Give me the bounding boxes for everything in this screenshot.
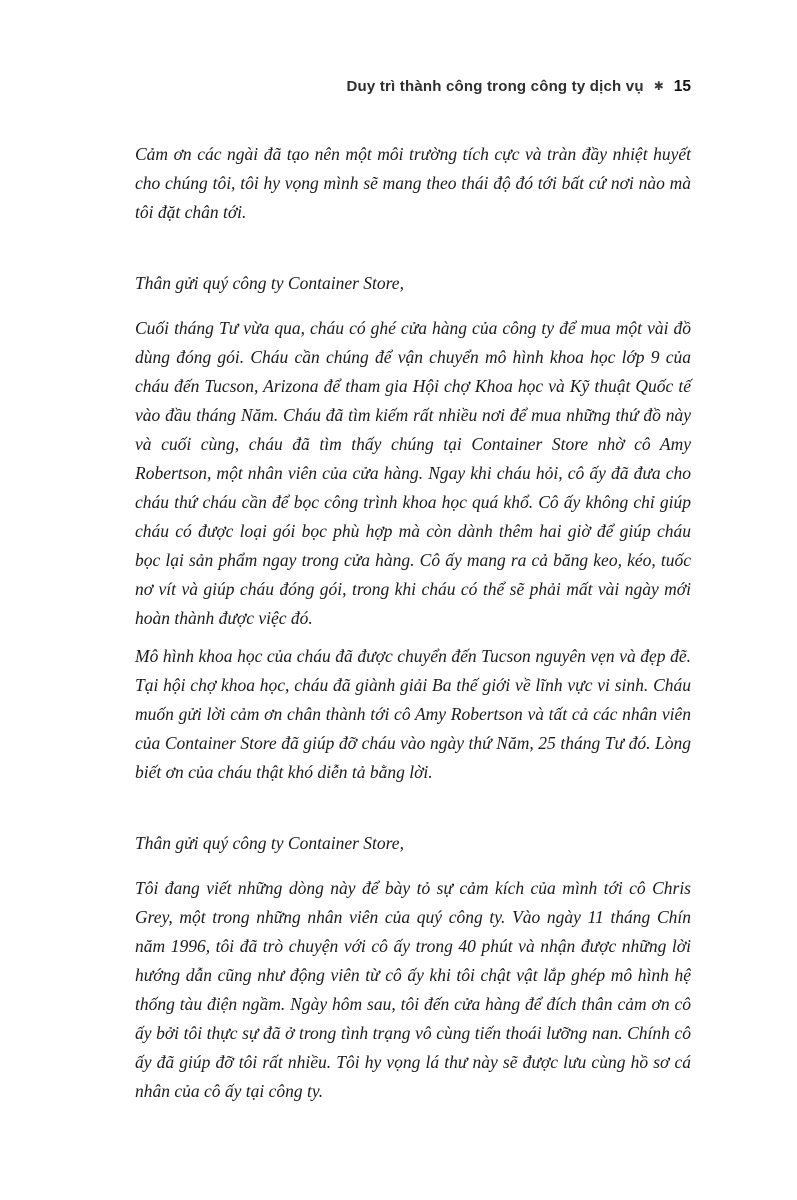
- letter-salutation: Thân gửi quý công ty Container Store,: [135, 833, 404, 853]
- letter-body: [135, 140, 691, 1106]
- running-header-title: Duy trì thành công trong công ty dịch vụ: [346, 78, 644, 95]
- letter-salutation: Thân gửi quý công ty Container Store,: [135, 273, 404, 293]
- letter-paragraph: Tôi đang viết những dòng này để bày tỏ sự cảm kích của mình tới cô Chris Grey, một trong những nhân viên của quý công ty. Vào ngày 11 tháng Chín năm 1996, tôi đã trò chuyện với cô ấy trong 40 phút và nhận được những lời hướng dẫn cũng như động viên từ cô ấy khi tôi chật vật lắp ghép mô hình hệ thống tàu điện ngầm. Ngày hôm sau, tôi đến cửa hàng để đích thân cảm ơn cô ấy bởi tôi thực sự đã ở trong tình trạng vô cùng tiến thoái lưỡng nan. Chính cô ấy đã giúp đỡ tôi rất nhiều. Tôi hy vọng lá thư này sẽ được lưu cùng hồ sơ cá nhân của cô ấy tại công ty.: [135, 878, 691, 1101]
- running-header: [135, 78, 691, 96]
- asterisk-ornament-icon: ✱: [653, 79, 664, 93]
- letter-paragraph: Mô hình khoa học của cháu đã được chuyển đến Tucson nguyên vẹn và đẹp đẽ. Tại hội chợ khoa học, cháu đã giành giải Ba thế giới về lĩnh vực vi sinh. Cháu muốn gửi lời cảm ơn chân thành tới cô Amy Robertson và tất cả các nhân viên của Container Store đã giúp đỡ cháu vào ngày thứ Năm, 25 tháng Tư đó. Lòng biết ơn của cháu thật khó diễn tả bằng lời.: [135, 646, 691, 782]
- letter-paragraph: Cuối tháng Tư vừa qua, cháu có ghé cửa hàng của công ty để mua một vài đồ dùng đóng gói. Cháu cần chúng để vận chuyển mô hình khoa học lớp 9 của cháu đến Tucson, Arizona để tham gia Hội chợ Khoa học và Kỹ thuật Quốc tế vào đầu tháng Năm. Cháu đã tìm kiếm rất nhiều nơi để mua những thứ đồ này và cuối cùng, cháu đã tìm thấy chúng tại Container Store nhờ cô Amy Robertson, một nhân viên của cửa hàng. Ngay khi cháu hỏi, cô ấy đã đưa cho cháu thứ cháu cần để bọc công trình khoa học quá khổ. Cô ấy không chỉ giúp cháu có được loại gói bọc phù hợp mà còn dành thêm hai giờ để giúp cháu bọc lại sản phẩm ngay trong cửa hàng. Cô ấy mang ra cả băng keo, kéo, tuốc nơ vít và giúp cháu đóng gói, trong khi cháu có thể sẽ phải mất vài ngày mới hoàn thành được việc đó.: [135, 318, 691, 628]
- letter-paragraph: Cảm ơn các ngài đã tạo nên một môi trường tích cực và tràn đầy nhiệt huyết cho chúng tôi, tôi hy vọng mình sẽ mang theo thái độ đó tới bất cứ nơi nào mà tôi đặt chân tới.: [135, 144, 691, 222]
- page-number: 15: [673, 78, 691, 95]
